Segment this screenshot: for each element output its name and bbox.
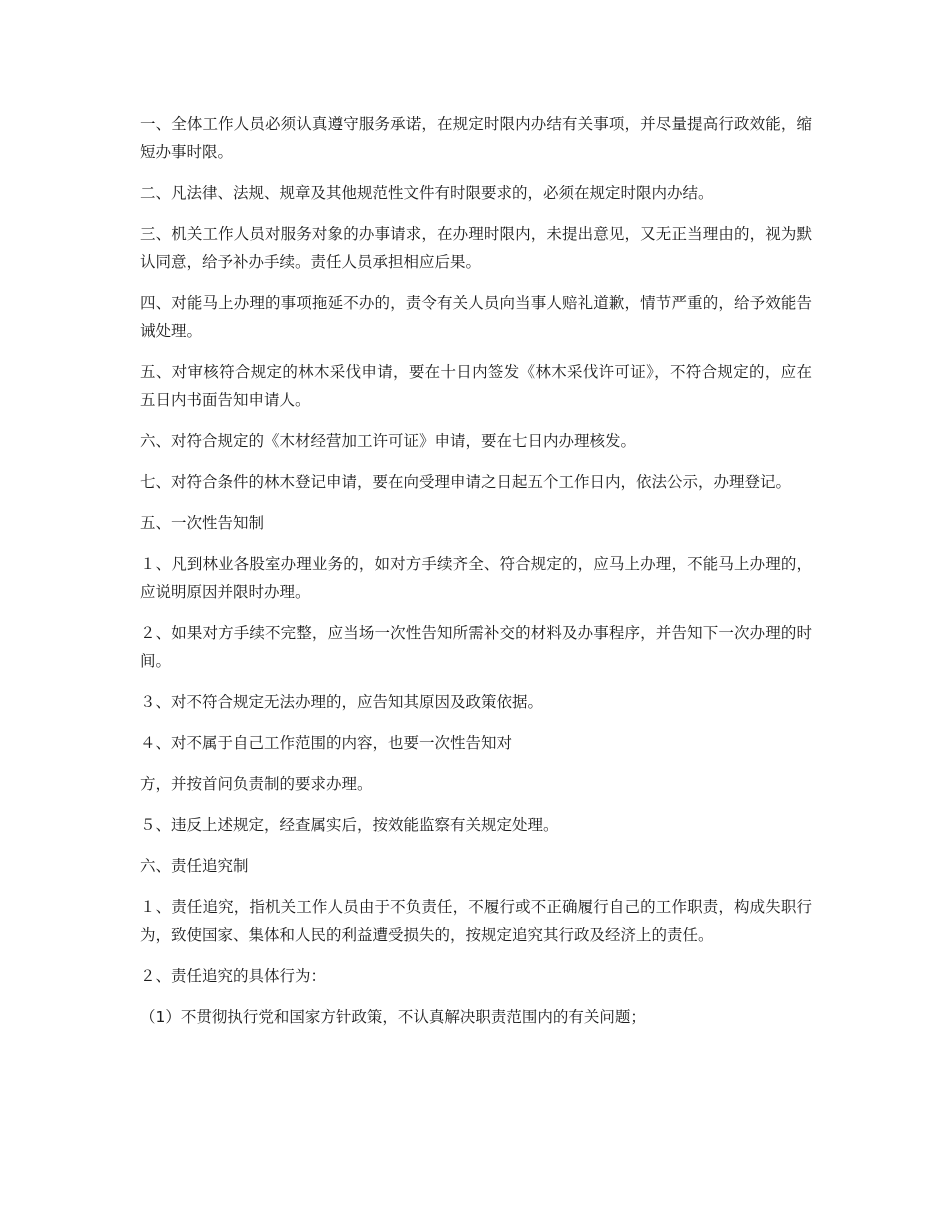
paragraph: 方，并按首问负责制的要求办理。 [140, 775, 373, 793]
section-heading: 六、责任追究制 [140, 857, 249, 875]
section-heading: 五、一次性告知制 [140, 514, 265, 532]
paragraph: 五、对审核符合规定的林木采伐申请，要在十日内签发《林木采伐许可证》，不符合规定的，应在五日内书面告知申请人。 [140, 363, 812, 409]
paragraph: 三、机关工作人员对服务对象的办事请求，在办理时限内，未提出意见，又无正当理由的，视为默认同意，给予补办手续。责任人员承担相应后果。 [140, 225, 812, 271]
document-body [140, 110, 812, 1044]
paragraph: ３、对不符合规定无法办理的，应告知其原因及政策依据。 [140, 693, 544, 711]
paragraph: ５、违反上述规定，经查属实后，按效能监察有关规定处理。 [140, 816, 559, 834]
paragraph: １、责任追究，指机关工作人员由于不负责任，不履行或不正确履行自己的工作职责，构成失职行为，致使国家、集体和人民的利益遭受损失的，按规定追究其行政及经济上的责任。 [140, 898, 812, 944]
paragraph: 七、对符合条件的林木登记申请，要在向受理申请之日起五个工作日内，依法公示，办理登记。 [140, 473, 792, 491]
paragraph: 二、凡法律、法规、规章及其他规范性文件有时限要求的，必须在规定时限内办结。 [140, 184, 714, 202]
paragraph: 四、对能马上办理的事项拖延不办的，责令有关人员向当事人赔礼道歉，情节严重的，给予效能告诫处理。 [140, 294, 812, 340]
paragraph: １、凡到林业各股室办理业务的，如对方手续齐全、符合规定的，应马上办理，不能马上办理的，应说明原因并限时办理。 [140, 555, 812, 601]
paragraph: 六、对符合规定的《木材经营加工许可证》申请，要在七日内办理核发。 [140, 432, 637, 450]
paragraph: ４、对不属于自己工作范围的内容，也要一次性告知对 [140, 734, 513, 752]
paragraph: （1）不贯彻执行党和国家方针政策，不认真解决职责范围内的有关问题； [140, 1008, 646, 1026]
paragraph: ２、责任追究的具体行为： [140, 967, 327, 985]
paragraph: 一、全体工作人员必须认真遵守服务承诺，在规定时限内办结有关事项，并尽量提高行政效能，缩短办事时限。 [140, 115, 812, 161]
paragraph: ２、如果对方手续不完整，应当场一次性告知所需补交的材料及办事程序，并告知下一次办理的时间。 [140, 624, 812, 670]
